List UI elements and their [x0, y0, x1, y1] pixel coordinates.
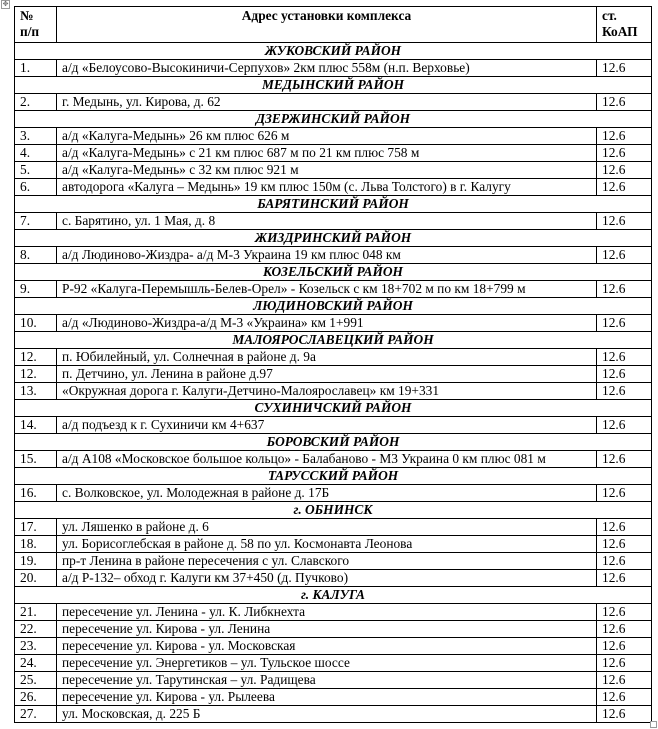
row-number: 12. [15, 349, 57, 366]
row-number: 9. [15, 281, 57, 298]
row-address: ул. Борисоглебская в районе д. 58 по ул. Космонавта Леонова [57, 536, 597, 553]
row-koap-article: 12.6 [597, 519, 652, 536]
row-number: 12. [15, 366, 57, 383]
section-title: г. ОБНИНСК [15, 502, 652, 519]
row-address: а/д «Людиново-Жиздра-а/д М-3 «Украина» км 1+991 [57, 315, 597, 332]
row-address: п. Юбилейный, ул. Солнечная в районе д. 9а [57, 349, 597, 366]
row-number: 6. [15, 179, 57, 196]
row-number: 22. [15, 621, 57, 638]
section-header-row [15, 230, 652, 247]
row-koap-article: 12.6 [597, 213, 652, 230]
table-body [15, 43, 652, 723]
table-row [15, 621, 652, 638]
row-koap-article: 12.6 [597, 689, 652, 706]
table-row [15, 94, 652, 111]
row-koap-article: 12.6 [597, 553, 652, 570]
section-header-row [15, 587, 652, 604]
row-koap-article: 12.6 [597, 451, 652, 468]
row-address: а/д «Калуга-Медынь» 26 км плюс 626 м [57, 128, 597, 145]
section-title: БОРОВСКИЙ РАЙОН [15, 434, 652, 451]
row-address: а/д А108 «Московское большое кольцо» - Балабаново - М3 Украина 0 км плюс 081 м [57, 451, 597, 468]
header-koap-line2: КоАП [602, 24, 638, 39]
row-address: ул. Московская, д. 225 Б [57, 706, 597, 723]
table-row [15, 451, 652, 468]
row-address: «Окружная дорога г. Калуги-Детчино-Малоярославец» км 19+331 [57, 383, 597, 400]
section-header-row [15, 298, 652, 315]
section-header-row [15, 400, 652, 417]
section-header-row [15, 332, 652, 349]
camera-locations-table [14, 6, 652, 723]
table-row [15, 349, 652, 366]
section-title: г. КАЛУГА [15, 587, 652, 604]
row-number: 19. [15, 553, 57, 570]
table-row [15, 672, 652, 689]
section-title: ЖИЗДРИНСКИЙ РАЙОН [15, 230, 652, 247]
section-title: ДЗЕРЖИНСКИЙ РАЙОН [15, 111, 652, 128]
section-header-row [15, 468, 652, 485]
table-row [15, 162, 652, 179]
section-header-row [15, 77, 652, 94]
table-row [15, 145, 652, 162]
table-row [15, 638, 652, 655]
table-row [15, 536, 652, 553]
table-row [15, 519, 652, 536]
header-number-line2: п/п [20, 24, 40, 39]
table-row [15, 417, 652, 434]
section-title: СУХИНИЧСКИЙ РАЙОН [15, 400, 652, 417]
row-number: 23. [15, 638, 57, 655]
row-koap-article: 12.6 [597, 655, 652, 672]
row-address: а/д подъезд к г. Сухиничи км 4+637 [57, 417, 597, 434]
row-address: автодорога «Калуга – Медынь» 19 км плюс 150м (с. Льва Толстого) в г. Калугу [57, 179, 597, 196]
section-title: ЛЮДИНОВСКИЙ РАЙОН [15, 298, 652, 315]
row-number: 2. [15, 94, 57, 111]
section-title: МЕДЫНСКИЙ РАЙОН [15, 77, 652, 94]
section-title: МАЛОЯРОСЛАВЕЦКИЙ РАЙОН [15, 332, 652, 349]
section-title: БАРЯТИНСКИЙ РАЙОН [15, 196, 652, 213]
table-row [15, 553, 652, 570]
row-koap-article: 12.6 [597, 349, 652, 366]
row-address: пр-т Ленина в районе пересечения с ул. Славского [57, 553, 597, 570]
row-number: 27. [15, 706, 57, 723]
row-koap-article: 12.6 [597, 417, 652, 434]
row-address: пересечение ул. Кирова - ул. Рылеева [57, 689, 597, 706]
table-resize-handle-icon[interactable] [650, 721, 657, 728]
row-koap-article: 12.6 [597, 145, 652, 162]
table-row [15, 706, 652, 723]
row-koap-article: 12.6 [597, 94, 652, 111]
row-koap-article: 12.6 [597, 604, 652, 621]
row-address: г. Медынь, ул. Кирова, д. 62 [57, 94, 597, 111]
table-row [15, 570, 652, 587]
row-number: 14. [15, 417, 57, 434]
row-address: с. Барятино, ул. 1 Мая, д. 8 [57, 213, 597, 230]
row-number: 20. [15, 570, 57, 587]
table-row [15, 366, 652, 383]
table-header-row [15, 7, 652, 43]
table-row [15, 655, 652, 672]
row-koap-article: 12.6 [597, 383, 652, 400]
header-address: Адрес установки комплекса [57, 7, 597, 43]
section-header-row [15, 43, 652, 60]
row-address: Р-92 «Калуга-Перемышль-Белев-Орел» - Козельск с км 18+702 м по км 18+799 м [57, 281, 597, 298]
row-koap-article: 12.6 [597, 315, 652, 332]
row-koap-article: 12.6 [597, 128, 652, 145]
row-number: 18. [15, 536, 57, 553]
section-header-row [15, 502, 652, 519]
row-number: 3. [15, 128, 57, 145]
section-header-row [15, 111, 652, 128]
row-number: 7. [15, 213, 57, 230]
row-koap-article: 12.6 [597, 281, 652, 298]
row-koap-article: 12.6 [597, 485, 652, 502]
row-koap-article: 12.6 [597, 638, 652, 655]
row-koap-article: 12.6 [597, 706, 652, 723]
section-header-row [15, 264, 652, 281]
header-koap-line1: ст. [602, 8, 617, 23]
header-number-line1: № [20, 8, 34, 23]
table-row [15, 604, 652, 621]
row-number: 17. [15, 519, 57, 536]
row-number: 21. [15, 604, 57, 621]
table-row [15, 128, 652, 145]
row-number: 5. [15, 162, 57, 179]
table-row [15, 213, 652, 230]
row-number: 10. [15, 315, 57, 332]
row-address: пересечение ул. Энергетиков – ул. Тульское шоссе [57, 655, 597, 672]
header-koap [597, 7, 652, 43]
row-address: а/д Людиново-Жиздра- а/д М-3 Украина 19 км плюс 048 км [57, 247, 597, 264]
row-koap-article: 12.6 [597, 162, 652, 179]
row-number: 26. [15, 689, 57, 706]
section-title: ТАРУССКИЙ РАЙОН [15, 468, 652, 485]
row-address: ул. Ляшенко в районе д. 6 [57, 519, 597, 536]
table-row [15, 179, 652, 196]
row-koap-article: 12.6 [597, 179, 652, 196]
section-title: КОЗЕЛЬСКИЙ РАЙОН [15, 264, 652, 281]
row-address: а/д «Белоусово-Высокиничи-Серпухов» 2км плюс 558м (н.п. Верховье) [57, 60, 597, 77]
row-number: 16. [15, 485, 57, 502]
row-koap-article: 12.6 [597, 621, 652, 638]
row-number: 24. [15, 655, 57, 672]
row-address: п. Детчино, ул. Ленина в районе д.97 [57, 366, 597, 383]
row-koap-article: 12.6 [597, 536, 652, 553]
table-move-handle-icon[interactable]: ✥ [2, 0, 9, 8]
row-address: а/д Р-132– обход г. Калуги км 37+450 (д. Пучково) [57, 570, 597, 587]
row-address: а/д «Калуга-Медынь» с 21 км плюс 687 м по 21 км плюс 758 м [57, 145, 597, 162]
row-address: пересечение ул. Кирова - ул. Ленина [57, 621, 597, 638]
row-koap-article: 12.6 [597, 366, 652, 383]
row-address: пересечение ул. Тарутинская – ул. Радищева [57, 672, 597, 689]
row-number: 4. [15, 145, 57, 162]
section-header-row [15, 434, 652, 451]
row-koap-article: 12.6 [597, 672, 652, 689]
row-address: а/д «Калуга-Медынь» с 32 км плюс 921 м [57, 162, 597, 179]
table-row [15, 281, 652, 298]
row-number: 15. [15, 451, 57, 468]
row-koap-article: 12.6 [597, 570, 652, 587]
row-number: 1. [15, 60, 57, 77]
table-row [15, 315, 652, 332]
row-koap-article: 12.6 [597, 247, 652, 264]
table-row [15, 60, 652, 77]
table-row [15, 247, 652, 264]
row-address: пересечение ул. Ленина - ул. К. Либкнехта [57, 604, 597, 621]
row-koap-article: 12.6 [597, 60, 652, 77]
row-number: 13. [15, 383, 57, 400]
section-header-row [15, 196, 652, 213]
table-row [15, 485, 652, 502]
table-row [15, 689, 652, 706]
table-row [15, 383, 652, 400]
row-number: 25. [15, 672, 57, 689]
row-address: с. Волковское, ул. Молодежная в районе д. 17Б [57, 485, 597, 502]
row-address: пересечение ул. Кирова - ул. Московская [57, 638, 597, 655]
section-title: ЖУКОВСКИЙ РАЙОН [15, 43, 652, 60]
row-number: 8. [15, 247, 57, 264]
header-number [15, 7, 57, 43]
